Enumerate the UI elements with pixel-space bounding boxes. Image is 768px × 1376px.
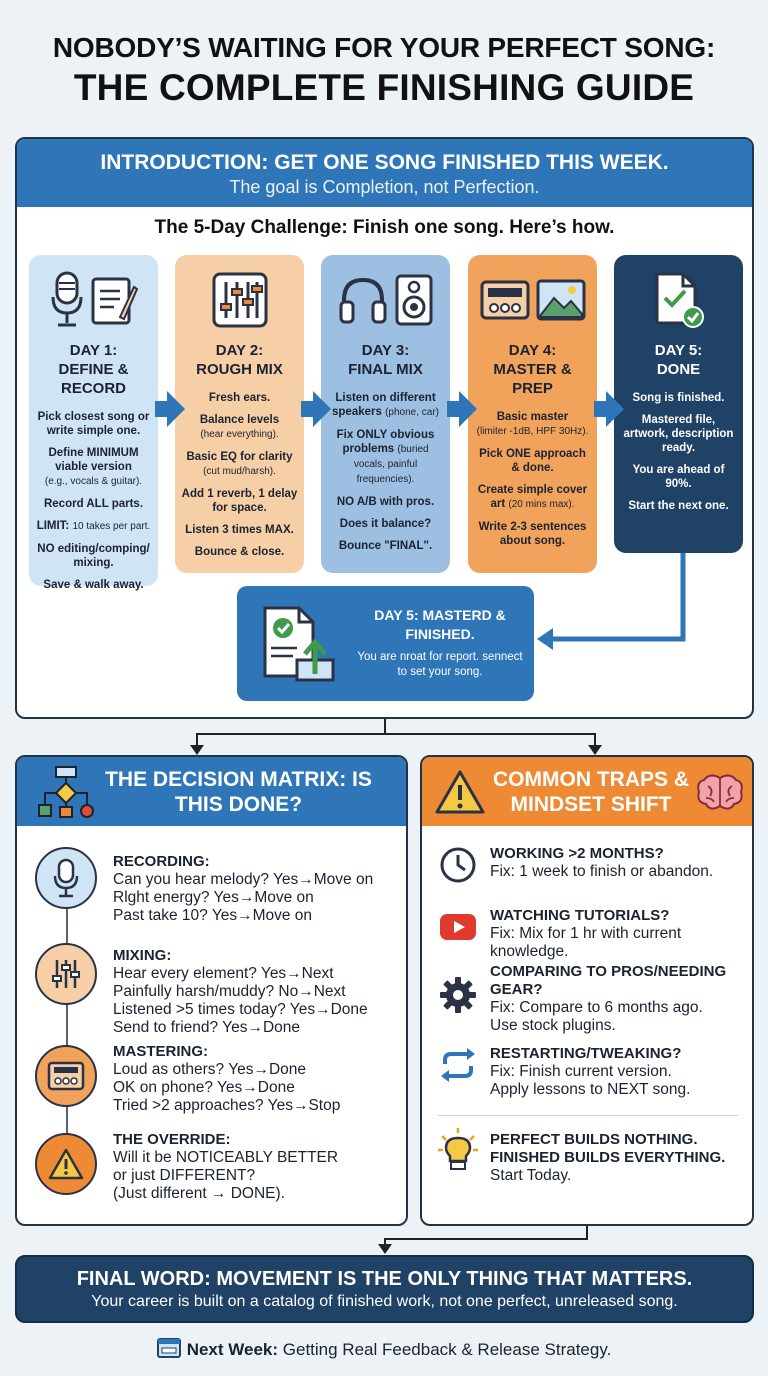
arrow-right-icon	[155, 391, 185, 427]
day-2-note: (cut mud/harsh).	[203, 466, 276, 477]
trap-fix: Fix: Finish current version.	[490, 1063, 672, 1080]
final-subtext: Your career is built on a catalog of finished work, not one perfect, unreleased song.	[91, 1293, 678, 1310]
faders-icon	[35, 943, 97, 1005]
matrix-row-line: or just DIFFERENT?	[113, 1167, 256, 1184]
day-2-item: Bounce & close.	[194, 546, 285, 558]
day-5-number: DAY 5:	[654, 342, 703, 359]
warning-icon	[434, 769, 486, 815]
arrow-down-icon	[190, 745, 204, 755]
day-2-number: DAY 2:	[215, 342, 264, 359]
arrow-right-icon	[447, 391, 477, 427]
matrix-row-line: Send to friend? Yes→Done	[113, 1019, 300, 1036]
day-4-note: (limiter -1dB, HPF 30Hz).	[476, 426, 589, 437]
trap-fix: Fix: 1 week to finish or abandon.	[490, 863, 714, 880]
trap-fix: Apply lessons to NEXT song.	[490, 1081, 691, 1098]
arrow-left-icon	[537, 628, 553, 650]
trap-fix: Fix: Mix for 1 hr with current	[490, 925, 682, 942]
challenge-title: The 5-Day Challenge: Finish one song. Here’s how.	[154, 217, 615, 238]
day-1-item: Define MINIMUM viable version	[48, 447, 139, 473]
matrix-row-line: Can you hear melody? Yes→Move on	[113, 871, 374, 888]
trap-heading: WATCHING TUTORIALS?	[490, 907, 670, 924]
day-3-item: Does it balance?	[339, 518, 432, 530]
matrix-row-line: Past take 10? Yes→Move on	[113, 907, 313, 924]
day-1-item: Save & walk away.	[43, 579, 144, 591]
clock-icon	[438, 845, 478, 885]
day-3-item: Bounce "FINAL".	[338, 540, 433, 552]
common-traps-heading: COMMON TRAPS & MINDSET SHIFT	[493, 767, 689, 816]
warning-icon	[35, 1133, 97, 1195]
day-1-item: Pick closest song or write simple one.	[37, 411, 150, 437]
day-1-title: DEFINE & RECORD	[58, 361, 129, 397]
matrix-row-line: Painfully harsh/muddy? No→Next	[113, 983, 346, 1000]
matrix-row-line: Will it be NOTICEABLY BETTER	[113, 1149, 339, 1166]
arrow-down-icon	[378, 1244, 392, 1254]
trap-heading: PERFECT BUILDS NOTHING. FINISHED BUILDS EVERYTHING.	[490, 1131, 726, 1166]
day-3-note: (buried vocals, painful frequencies).	[353, 444, 429, 485]
common-traps-header	[422, 757, 752, 826]
mixer-unit-icon	[35, 1045, 97, 1107]
day-2-item: Fresh ears.	[208, 392, 271, 404]
day-4-note: (20 mins max).	[508, 499, 575, 510]
day-1-note: (e.g., vocals & guitar).	[44, 476, 143, 487]
arrow-down-icon	[588, 745, 602, 755]
browser-window-icon	[157, 1338, 181, 1358]
connector-line	[384, 719, 386, 733]
day-3-note: (phone, car)	[385, 407, 439, 418]
intro-panel	[15, 137, 754, 719]
day-3-title: FINAL MIX	[348, 361, 423, 378]
matrix-row-heading: MIXING:	[113, 947, 172, 964]
title-line-1: NOBODY’S WAITING FOR YOUR PERFECT SONG:	[52, 32, 716, 63]
trap-heading: COMPARING TO PROS/NEEDING GEAR?	[490, 963, 727, 998]
day-5-title: DONE	[656, 361, 701, 378]
day-3-item: Fix ONLY obvious problems	[336, 429, 435, 455]
day-5-item: Mastered file, artwork, description ready.	[623, 414, 734, 454]
connector-line	[196, 733, 596, 735]
decision-matrix-heading: THE DECISION MATRIX: IS THIS DONE?	[105, 767, 372, 816]
day-2-title: ROUGH MIX	[196, 361, 283, 378]
intro-subheading: The goal is Completion, not Perfection.	[229, 177, 540, 197]
connector-line	[384, 1238, 588, 1240]
day-5-item: You are ahead of 90%.	[632, 464, 725, 490]
matrix-row-line: OK on phone? Yes→Done	[113, 1079, 295, 1096]
common-traps-panel	[420, 755, 754, 1226]
day-2-note: (hear everything).	[200, 429, 279, 440]
divider	[438, 1115, 738, 1116]
day-4-number: DAY 4:	[508, 342, 557, 359]
day-3-item: Listen on different speakers	[332, 392, 436, 418]
final-word-banner	[15, 1255, 754, 1323]
day-5-item: Start the next one.	[628, 500, 729, 512]
arrow-right-icon	[301, 391, 331, 427]
decision-matrix-header	[17, 757, 406, 826]
day-1-number: DAY 1:	[69, 342, 118, 359]
connector-arrow	[543, 553, 683, 639]
day-1-item: Record ALL parts.	[43, 498, 144, 510]
day-4-item: Create simple cover art	[477, 484, 588, 510]
microphone-icon	[35, 847, 97, 909]
day-4-item: Write 2-3 sentences about song.	[478, 521, 587, 547]
trap-fix: knowledge.	[490, 943, 569, 960]
lightbulb-icon	[438, 1131, 478, 1171]
matrix-row-heading: MASTERING:	[113, 1043, 208, 1060]
arrow-right-icon	[594, 391, 624, 427]
trap-fix: Use stock plugins.	[490, 1017, 616, 1034]
day-1-item: NO editing/comping/ mixing.	[37, 543, 150, 569]
day-5-item: Song is finished.	[632, 392, 725, 404]
matrix-row-heading: THE OVERRIDE:	[113, 1131, 231, 1148]
matrix-row-line: (Just different → DONE).	[113, 1185, 285, 1202]
video-play-icon	[438, 907, 478, 947]
flowchart-icon	[37, 765, 95, 819]
next-week-label: Next Week:	[186, 1340, 279, 1359]
day-2-item: Add 1 reverb, 1 delay for space.	[181, 488, 298, 514]
trap-heading: WORKING >2 MONTHS?	[490, 845, 664, 862]
refresh-icon	[438, 1045, 478, 1085]
next-week-line	[0, 1338, 768, 1360]
matrix-row-line: Listened >5 times today? Yes→Done	[113, 1001, 368, 1018]
mastered-text: You are nroat for report. sennect to set your song.	[357, 651, 523, 678]
title-line-2: THE COMPLETE FINISHING GUIDE	[73, 67, 695, 108]
gear-icon	[438, 975, 478, 1015]
next-week-text: Getting Real Feedback & Release Strategy.	[282, 1340, 612, 1359]
mastered-card	[237, 586, 534, 701]
trap-heading: RESTARTING/TWEAKING?	[490, 1045, 682, 1062]
day-3-item: NO A/B with pros.	[336, 496, 435, 508]
day-4-title: MASTER & PREP	[493, 361, 572, 397]
day-1-note: 10 takes per part.	[72, 521, 151, 532]
day-2-item: Basic EQ for clarity	[186, 451, 293, 463]
brain-icon	[696, 772, 744, 812]
day-4-item: Pick ONE approach & done.	[479, 448, 586, 474]
trap-fix: Fix: Compare to 6 months ago.	[490, 999, 703, 1016]
final-heading: FINAL WORD: MOVEMENT IS THE ONLY THING THAT MATTERS.	[76, 1268, 693, 1290]
file-upload-icon	[259, 604, 337, 684]
matrix-row-heading: RECORDING:	[113, 853, 210, 870]
day-2-item: Balance levels	[199, 414, 280, 426]
day-4-item: Basic master	[496, 411, 569, 423]
page-title	[0, 30, 768, 110]
intro-heading: INTRODUCTION: GET ONE SONG FINISHED THIS WEEK.	[100, 151, 669, 174]
mastered-heading: DAY 5: MASTERD & FINISHED.	[374, 607, 506, 642]
matrix-row-line: Tried >2 approaches? Yes→Stop	[113, 1097, 341, 1114]
decision-matrix-panel	[15, 755, 408, 1226]
matrix-row-line: Hear every element? Yes→Next	[113, 965, 334, 982]
day-1-item: LIMIT:	[36, 520, 70, 532]
day-3-number: DAY 3:	[361, 342, 410, 359]
matrix-row-line: Rlght energy? Yes→Move on	[113, 889, 314, 906]
matrix-row-line: Loud as others? Yes→Done	[113, 1061, 307, 1078]
day-2-item: Listen 3 times MAX.	[185, 524, 294, 536]
trap-fix: Start Today.	[490, 1167, 572, 1184]
